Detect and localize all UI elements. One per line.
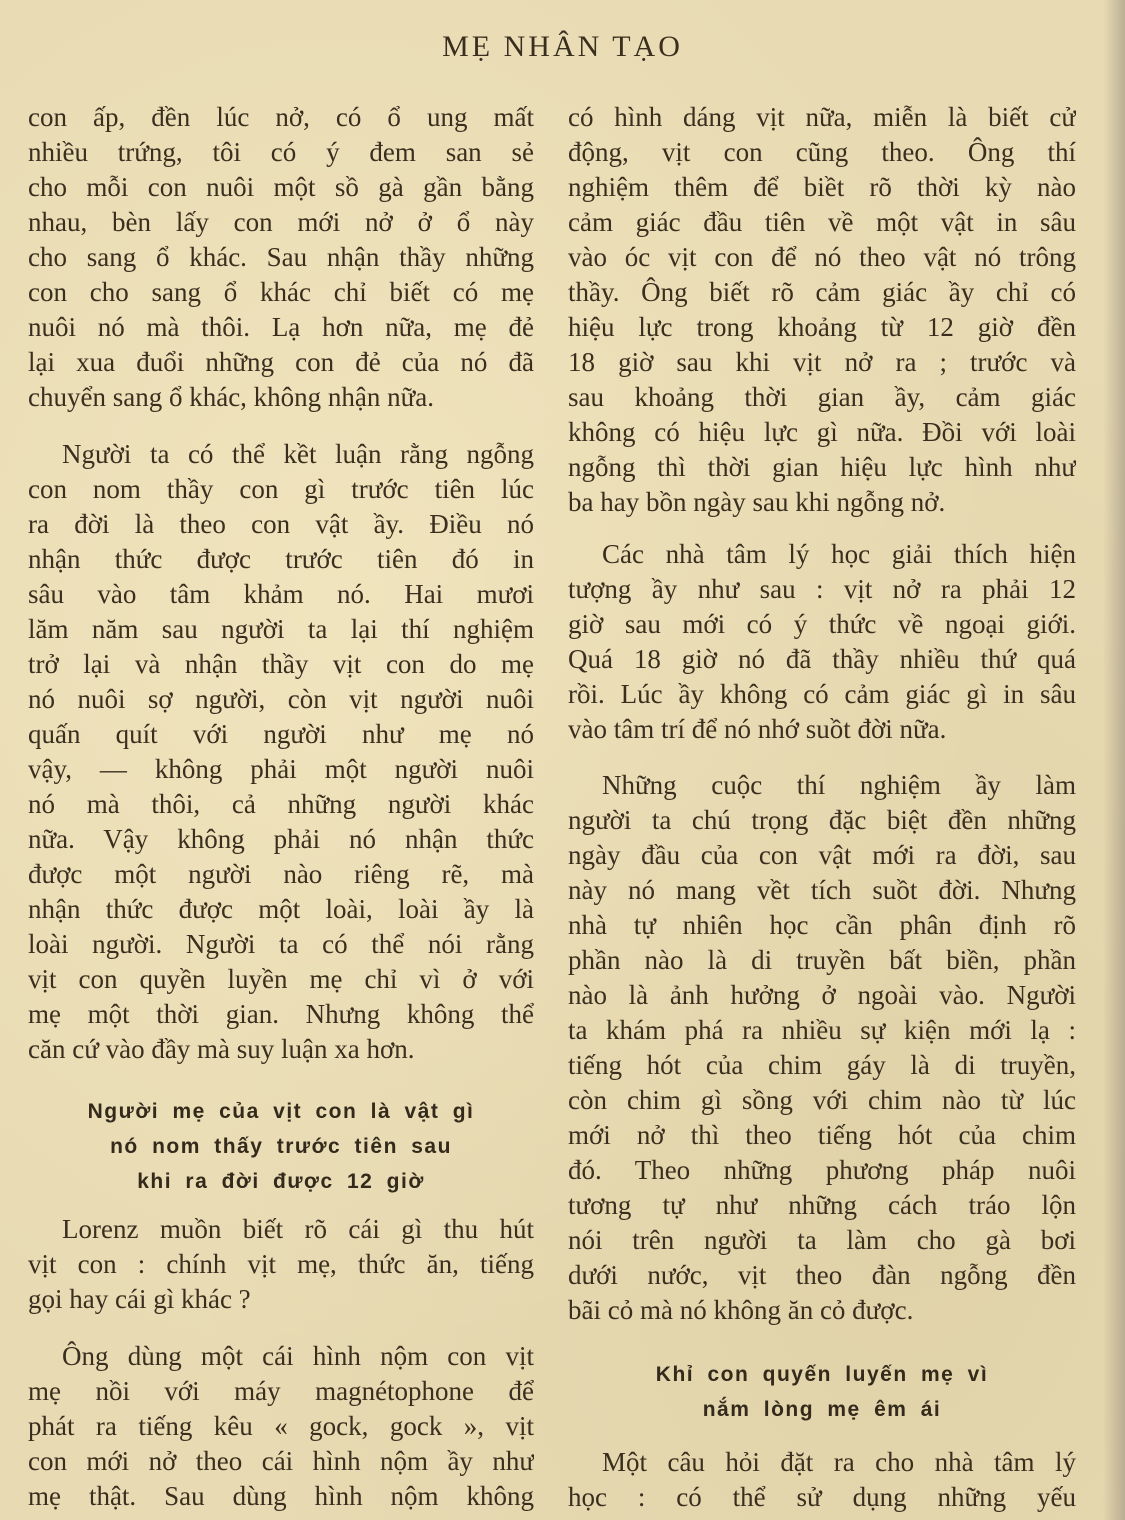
text-line: cảm giác đầu tiên về một vật in sâu [568,207,1076,237]
text-line: mẹ nồi với máy magnétophone để [28,1376,534,1406]
heading-line: Người mẹ của vịt con là vật gì [87,1100,475,1123]
text-line: Ông dùng một cái hình nộm con vịt [62,1341,534,1371]
text-line: đó. Theo những phương pháp nuôi [568,1155,1076,1185]
text-line: vào óc vịt con để nó theo vật nó trông [568,242,1076,272]
text-line: Những cuộc thí nghiệm ầy làm [602,770,1076,800]
text-line: nuôi nó mà thôi. Lạ hơn nữa, mẹ đẻ [28,312,534,342]
text-line: ra đời là theo con vật ầy. Điều nó [28,509,534,539]
text-line: ta khám phá ra nhiều sự kiện mới lạ : [568,1015,1076,1045]
text-line: chuyển sang ổ khác, không nhận nữa. [28,382,435,412]
paragraph [28,437,534,1067]
text-line: trở lại và nhận thầy vịt con do mẹ [28,649,534,679]
text-line: gọi hay cái gì khác ? [28,1284,251,1314]
text-line: con mới nở theo cái hình nộm ầy như [28,1446,534,1476]
paragraph [568,768,1076,1328]
text-line: vịt con quyền luyền mẹ chỉ vì ở với [28,964,534,994]
text-line: Quá 18 giờ nó đã thầy nhiều thứ quá [568,644,1076,674]
paragraph [568,537,1076,747]
text-line: tiếng hót của chim gáy là di truyền, [568,1050,1076,1080]
text-line: hiệu lực trong khoảng từ 12 giờ đền [568,312,1076,342]
text-line: nữa. Vậy không phải nó nhận thức [28,824,534,854]
heading-line: khi ra đời được 12 giờ [137,1170,425,1193]
text-line: cho sang ổ khác. Sau nhận thầy những [28,242,534,272]
text-line: dưới nước, vịt theo đàn ngỗng đền [568,1260,1076,1290]
text-line: này nó mang vềt tích suồt đời. Nhưng [568,875,1076,905]
text-line: nhau, bèn lấy con mới nở ở ổ này [28,207,534,237]
text-line: nhận thức được trước tiên đó in [28,544,534,574]
text-line: người ta chú trọng đặc biệt đền những [568,805,1076,835]
text-line: Người ta có thể kềt luận rằng ngỗng [62,439,534,469]
text-line: vậy, — không phải một người nuôi [28,754,534,784]
text-line: phát ra tiếng kêu « gock, gock », vịt [28,1411,534,1441]
text-line: cho mỗi con nuôi một sồ gà gần bằng [28,172,534,202]
heading-line: nắm lòng mẹ êm ái [702,1398,942,1421]
text-line: vào tâm trí để nó nhớ suồt đời nữa. [568,714,947,744]
text-line: nhận thức được một loài, loài ầy là [28,894,534,924]
heading-line: Khỉ con quyến luyến mẹ vì [655,1363,989,1386]
text-line: nghiệm thêm để biềt rõ thời kỳ nào [568,172,1076,202]
text-line: sau khoảng thời gian ầy, cảm giác [568,382,1076,412]
text-line: thầy. Ông biết rõ cảm giác ầy chỉ có [568,277,1076,307]
text-line: mẹ một thời gian. Nhưng không thể [28,999,534,1029]
text-line: căn cứ vào đầy mà suy luận xa hơn. [28,1034,415,1064]
text-line: học : có thể sử dụng những yếu [568,1482,1076,1512]
paragraph [568,100,1076,520]
heading-line: nó nom thấy trước tiên sau [110,1135,452,1158]
text-line: con cho sang ổ khác chỉ biết có mẹ [28,277,534,307]
text-line: tượng ầy như sau : vịt nở ra phải 12 [568,574,1076,604]
text-line: Một câu hỏi đặt ra cho nhà tâm lý [602,1447,1076,1477]
paragraph [28,1339,534,1514]
paragraph [28,1212,534,1317]
text-line: ngày đầu của con vật mới ra đời, sau [568,840,1076,870]
text-line: mới nở thì theo tiếng hót của chim [568,1120,1076,1150]
right-column [568,100,1076,1515]
text-line: bãi cỏ mà nó không ăn cỏ được. [568,1295,914,1325]
text-line: con ấp, đền lúc nở, có ổ ung mất [28,102,534,132]
text-line: có hình dáng vịt nữa, miễn là biết cử [568,102,1076,132]
text-line: phần nào là di truyền bất biền, phần [568,945,1076,975]
text-line: Lorenz muồn biết rõ cái gì thu hút [62,1214,534,1244]
text-line: lăm năm sau người ta lại thí nghiệm [28,614,534,644]
text-line: mẹ thật. Sau dùng hình nộm không [28,1481,534,1511]
scan-edge-shadow [1103,0,1125,1520]
text-line: giờ sau mới có ý thức về ngoại giới. [568,609,1076,639]
text-line: nói trên người ta làm cho gà bơi [568,1225,1076,1255]
text-line: 18 giờ sau khi vịt nở ra ; trước và [568,347,1076,377]
text-line: nó nuôi sợ người, còn vịt người nuôi [28,684,534,714]
text-line: tương tự như những cách tráo lộn [568,1190,1076,1220]
section-heading [28,1094,534,1199]
text-line: nó mà thôi, cả những người khác [28,789,534,819]
running-header: MẸ NHÂN TẠO [442,30,683,63]
text-line: rồi. Lúc ầy không có cảm giác gì in sâu [568,679,1076,709]
text-line: Các nhà tâm lý học giải thích hiện [602,539,1076,569]
text-line: ngỗng thì thời gian hiệu lực hình như [568,452,1076,482]
paragraph [28,100,534,415]
text-line: động, vịt con cũng theo. Ông thí [568,137,1076,167]
text-line: được một người nào riêng rẽ, mà [28,859,534,889]
text-line: nhà tự nhiên học cần phân định rõ [568,910,1076,940]
left-column [28,100,534,1514]
text-line: lại xua đuổi những con đẻ của nó đã [28,347,534,377]
text-line: sâu vào tâm khảm nó. Hai mươi [28,579,534,609]
section-heading [568,1357,1076,1427]
text-line: loài người. Người ta có thể nói rằng [28,929,534,959]
text-line: nào là ảnh hưởng ở ngoài vào. Người [568,980,1076,1010]
text-line: nhiều trứng, tôi có ý đem san sẻ [28,137,534,167]
text-line: con nom thầy con gì trước tiên lúc [28,474,534,504]
text-line: ba hay bồn ngày sau khi ngỗng nở. [568,487,946,517]
text-line: quấn quít với người như mẹ nó [28,719,534,749]
paragraph [568,1445,1076,1515]
text-line: vịt con : chính vịt mẹ, thức ăn, tiếng [28,1249,534,1279]
text-line: còn chim gì sồng với chim nào từ lúc [568,1085,1076,1115]
text-line: không có hiệu lực gì nữa. Đồi với loài [568,417,1076,447]
